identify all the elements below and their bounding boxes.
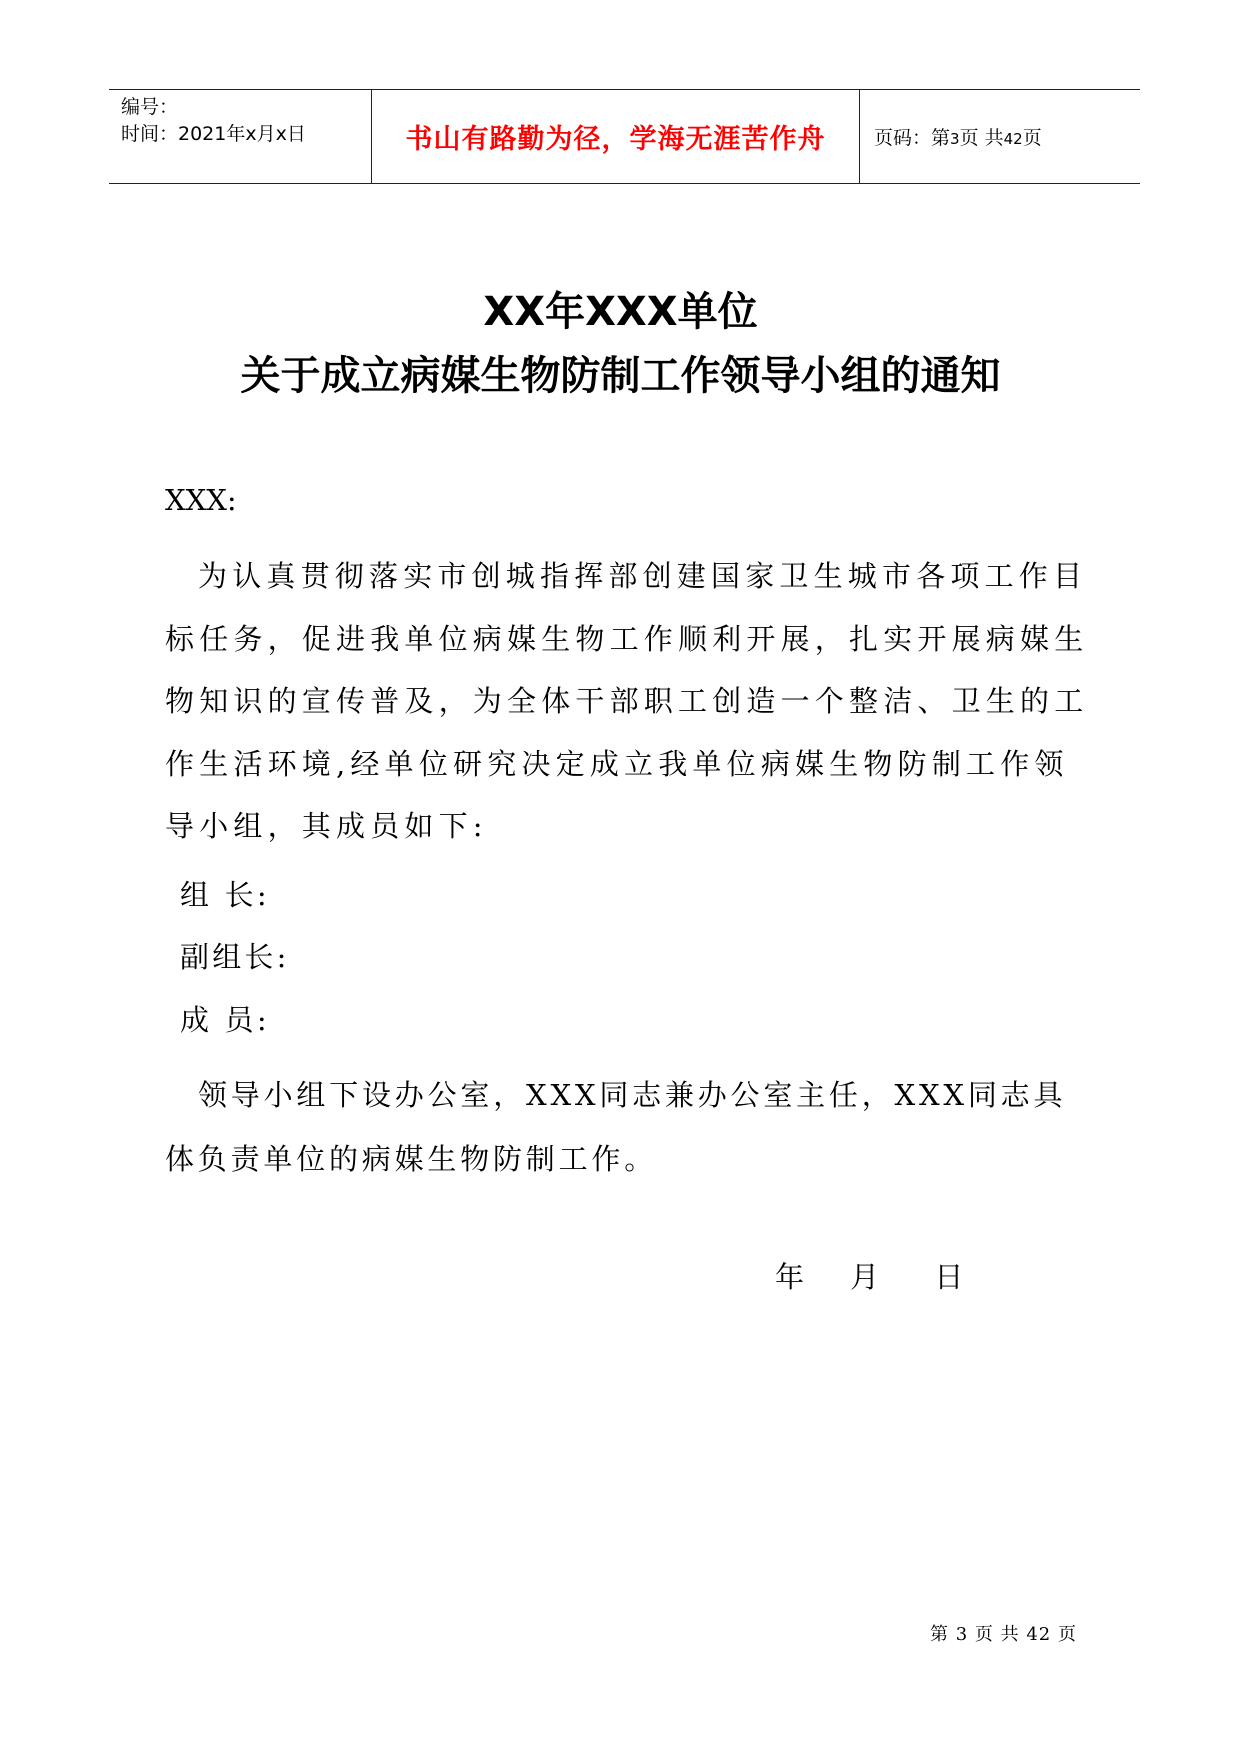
page-current: 3	[950, 130, 960, 148]
header-table	[109, 89, 1140, 184]
body-paragraph-1: 为认真贯彻落实市创城指挥部创建国家卫生城市各项工作目标任务，促进我单位病媒生物工作顺利开展，扎实开展病媒生物知识的宣传普及，为全体干部职工创造一个整洁、卫生的工作生活环境,经单位研究决定成立我单位病媒生物防制工作领导小组，其成员如下:	[165, 559, 1089, 843]
document-title-line1: XX年XXX单位	[483, 289, 758, 335]
header-info-cell	[109, 90, 372, 183]
footer-page-number: 第 3 页 共 42 页	[930, 1624, 1077, 1645]
page-total: 42	[1003, 130, 1023, 148]
member-members: 成 员:	[180, 1003, 270, 1037]
salutation: XXX:	[165, 483, 237, 517]
page-prefix: 页码：第	[874, 127, 951, 149]
page-suffix: 页	[1022, 127, 1042, 149]
serial-label: 编号：	[121, 96, 179, 118]
date-line: 年 月 日	[775, 1260, 964, 1294]
member-deputy-leader: 副组长:	[180, 940, 290, 974]
page-mid: 页 共	[959, 127, 1004, 149]
header-page-cell	[860, 90, 1140, 183]
document-title-line2: 关于成立病媒生物防制工作领导小组的通知	[240, 353, 1001, 399]
member-leader: 组 长:	[180, 878, 270, 912]
time-label: 时间：2021年x月x日	[121, 123, 306, 145]
header-page-number	[874, 123, 1140, 150]
header-motto-cell	[372, 90, 860, 183]
body-paragraph-2: 领导小组下设办公室，XXX同志兼办公室主任，XXX同志具体负责单位的病媒生物防制工作。	[165, 1078, 1067, 1176]
motto-text: 书山有路勤为径，学海无涯苦作舟	[405, 124, 826, 155]
